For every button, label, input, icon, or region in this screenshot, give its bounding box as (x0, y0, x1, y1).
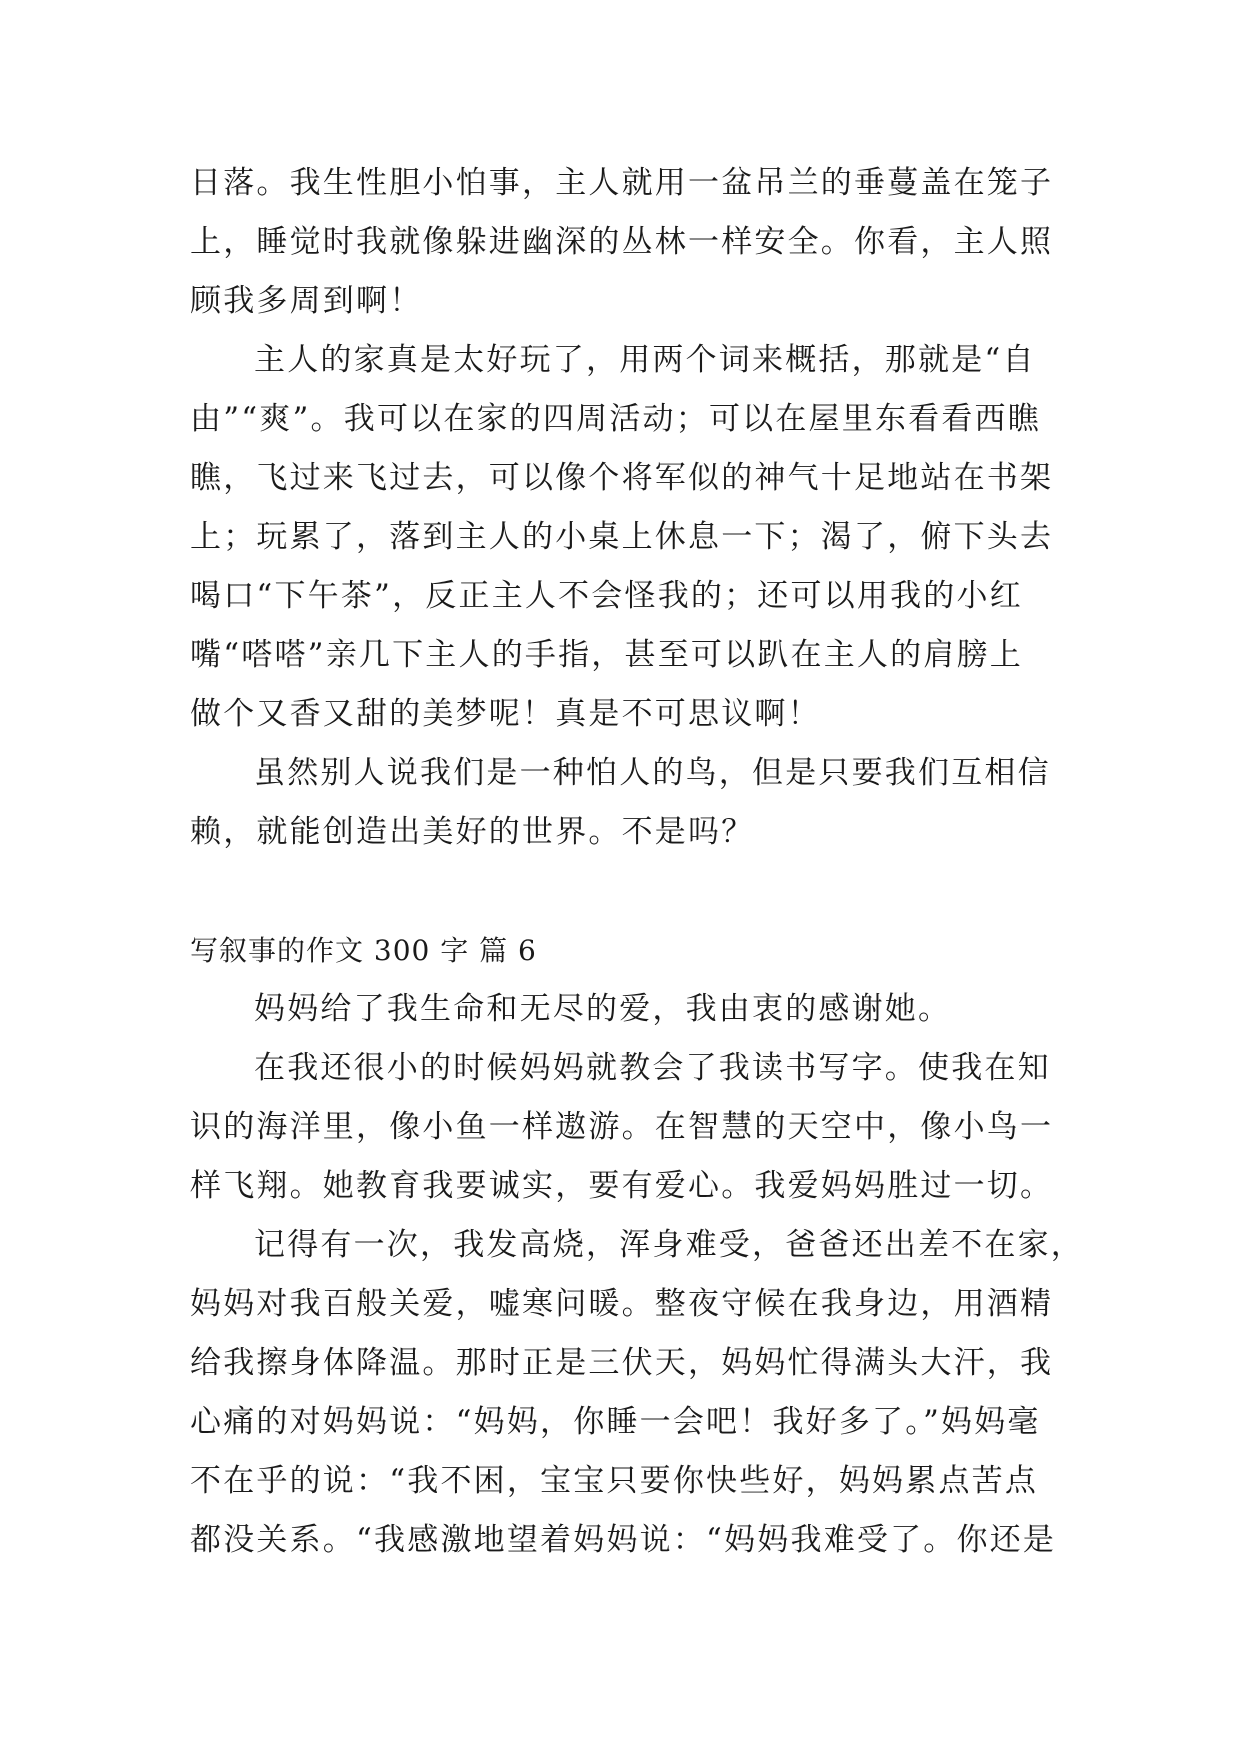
paragraph (190, 980, 1070, 1039)
paragraph (190, 1039, 1070, 1216)
paragraph (190, 331, 1070, 744)
text-line: 赖，就能创造出美好的世界。不是吗？ (190, 814, 755, 850)
text-line: 瞧，飞过来飞过去，可以像个将军似的神气十足地站在书架 (190, 460, 1054, 496)
text-line: 样飞翔。她教育我要诚实，要有爱心。我爱妈妈胜过一切。 (190, 1168, 1054, 1204)
text-line: 妈妈给了我生命和无尽的爱，我由衷的感谢她。 (254, 991, 952, 1027)
text-line: 上；玩累了，落到主人的小桌上休息一下；渴了，俯下头去 (190, 519, 1054, 555)
text-line: 日落。我生性胆小怕事，主人就用一盆吊兰的垂蔓盖在笼子 (190, 165, 1054, 201)
text-line: 在我还很小的时候妈妈就教会了我读书写字。使我在知 (254, 1050, 1051, 1086)
text-line: 嘴“嗒嗒”亲几下主人的手指，甚至可以趴在主人的肩膀上 (190, 637, 1023, 673)
text-line: 上，睡觉时我就像躲进幽深的丛林一样安全。你看，主人照 (190, 224, 1054, 260)
text-line: 喝口“下午茶”，反正主人不会怪我的；还可以用我的小红 (190, 578, 1023, 614)
text-line: 给我擦身体降温。那时正是三伏天，妈妈忙得满头大汗，我 (190, 1345, 1054, 1381)
text-line: 虽然别人说我们是一种怕人的鸟，但是只要我们互相信 (254, 755, 1051, 791)
section-gap (190, 862, 1070, 921)
text-line: 都没关系。“我感激地望着妈妈说：“妈妈我难受了。你还是 (190, 1522, 1057, 1558)
text-line: 不在乎的说：“我不困，宝宝只要你快些好，妈妈累点苦点 (190, 1463, 1039, 1499)
section-heading: 写叙事的作文 300 字 篇 6 (190, 934, 537, 967)
text-line: 妈妈对我百般关爱，嘘寒问暖。整夜守候在我身边，用酒精 (190, 1286, 1054, 1322)
text-line: 心痛的对妈妈说：“妈妈，你睡一会吧！我好多了。”妈妈毫 (190, 1404, 1041, 1440)
text-line: 由”“爽”。我可以在家的四周活动；可以在屋里东看看西瞧 (190, 401, 1041, 437)
paragraph (190, 154, 1070, 331)
text-line: 记得有一次，我发高烧，浑身难受，爸爸还出差不在家， (254, 1227, 1084, 1263)
text-line: 做个又香又甜的美梦呢！真是不可思议啊！ (190, 696, 821, 732)
document-page (190, 154, 1084, 1570)
text-line: 识的海洋里，像小鱼一样遨游。在智慧的天空中，像小鸟一 (190, 1109, 1054, 1145)
paragraph (190, 1216, 1084, 1570)
text-line: 主人的家真是太好玩了，用两个词来概括，那就是“自 (254, 342, 1036, 378)
text-line: 顾我多周到啊！ (190, 283, 423, 319)
paragraph (190, 744, 1070, 862)
